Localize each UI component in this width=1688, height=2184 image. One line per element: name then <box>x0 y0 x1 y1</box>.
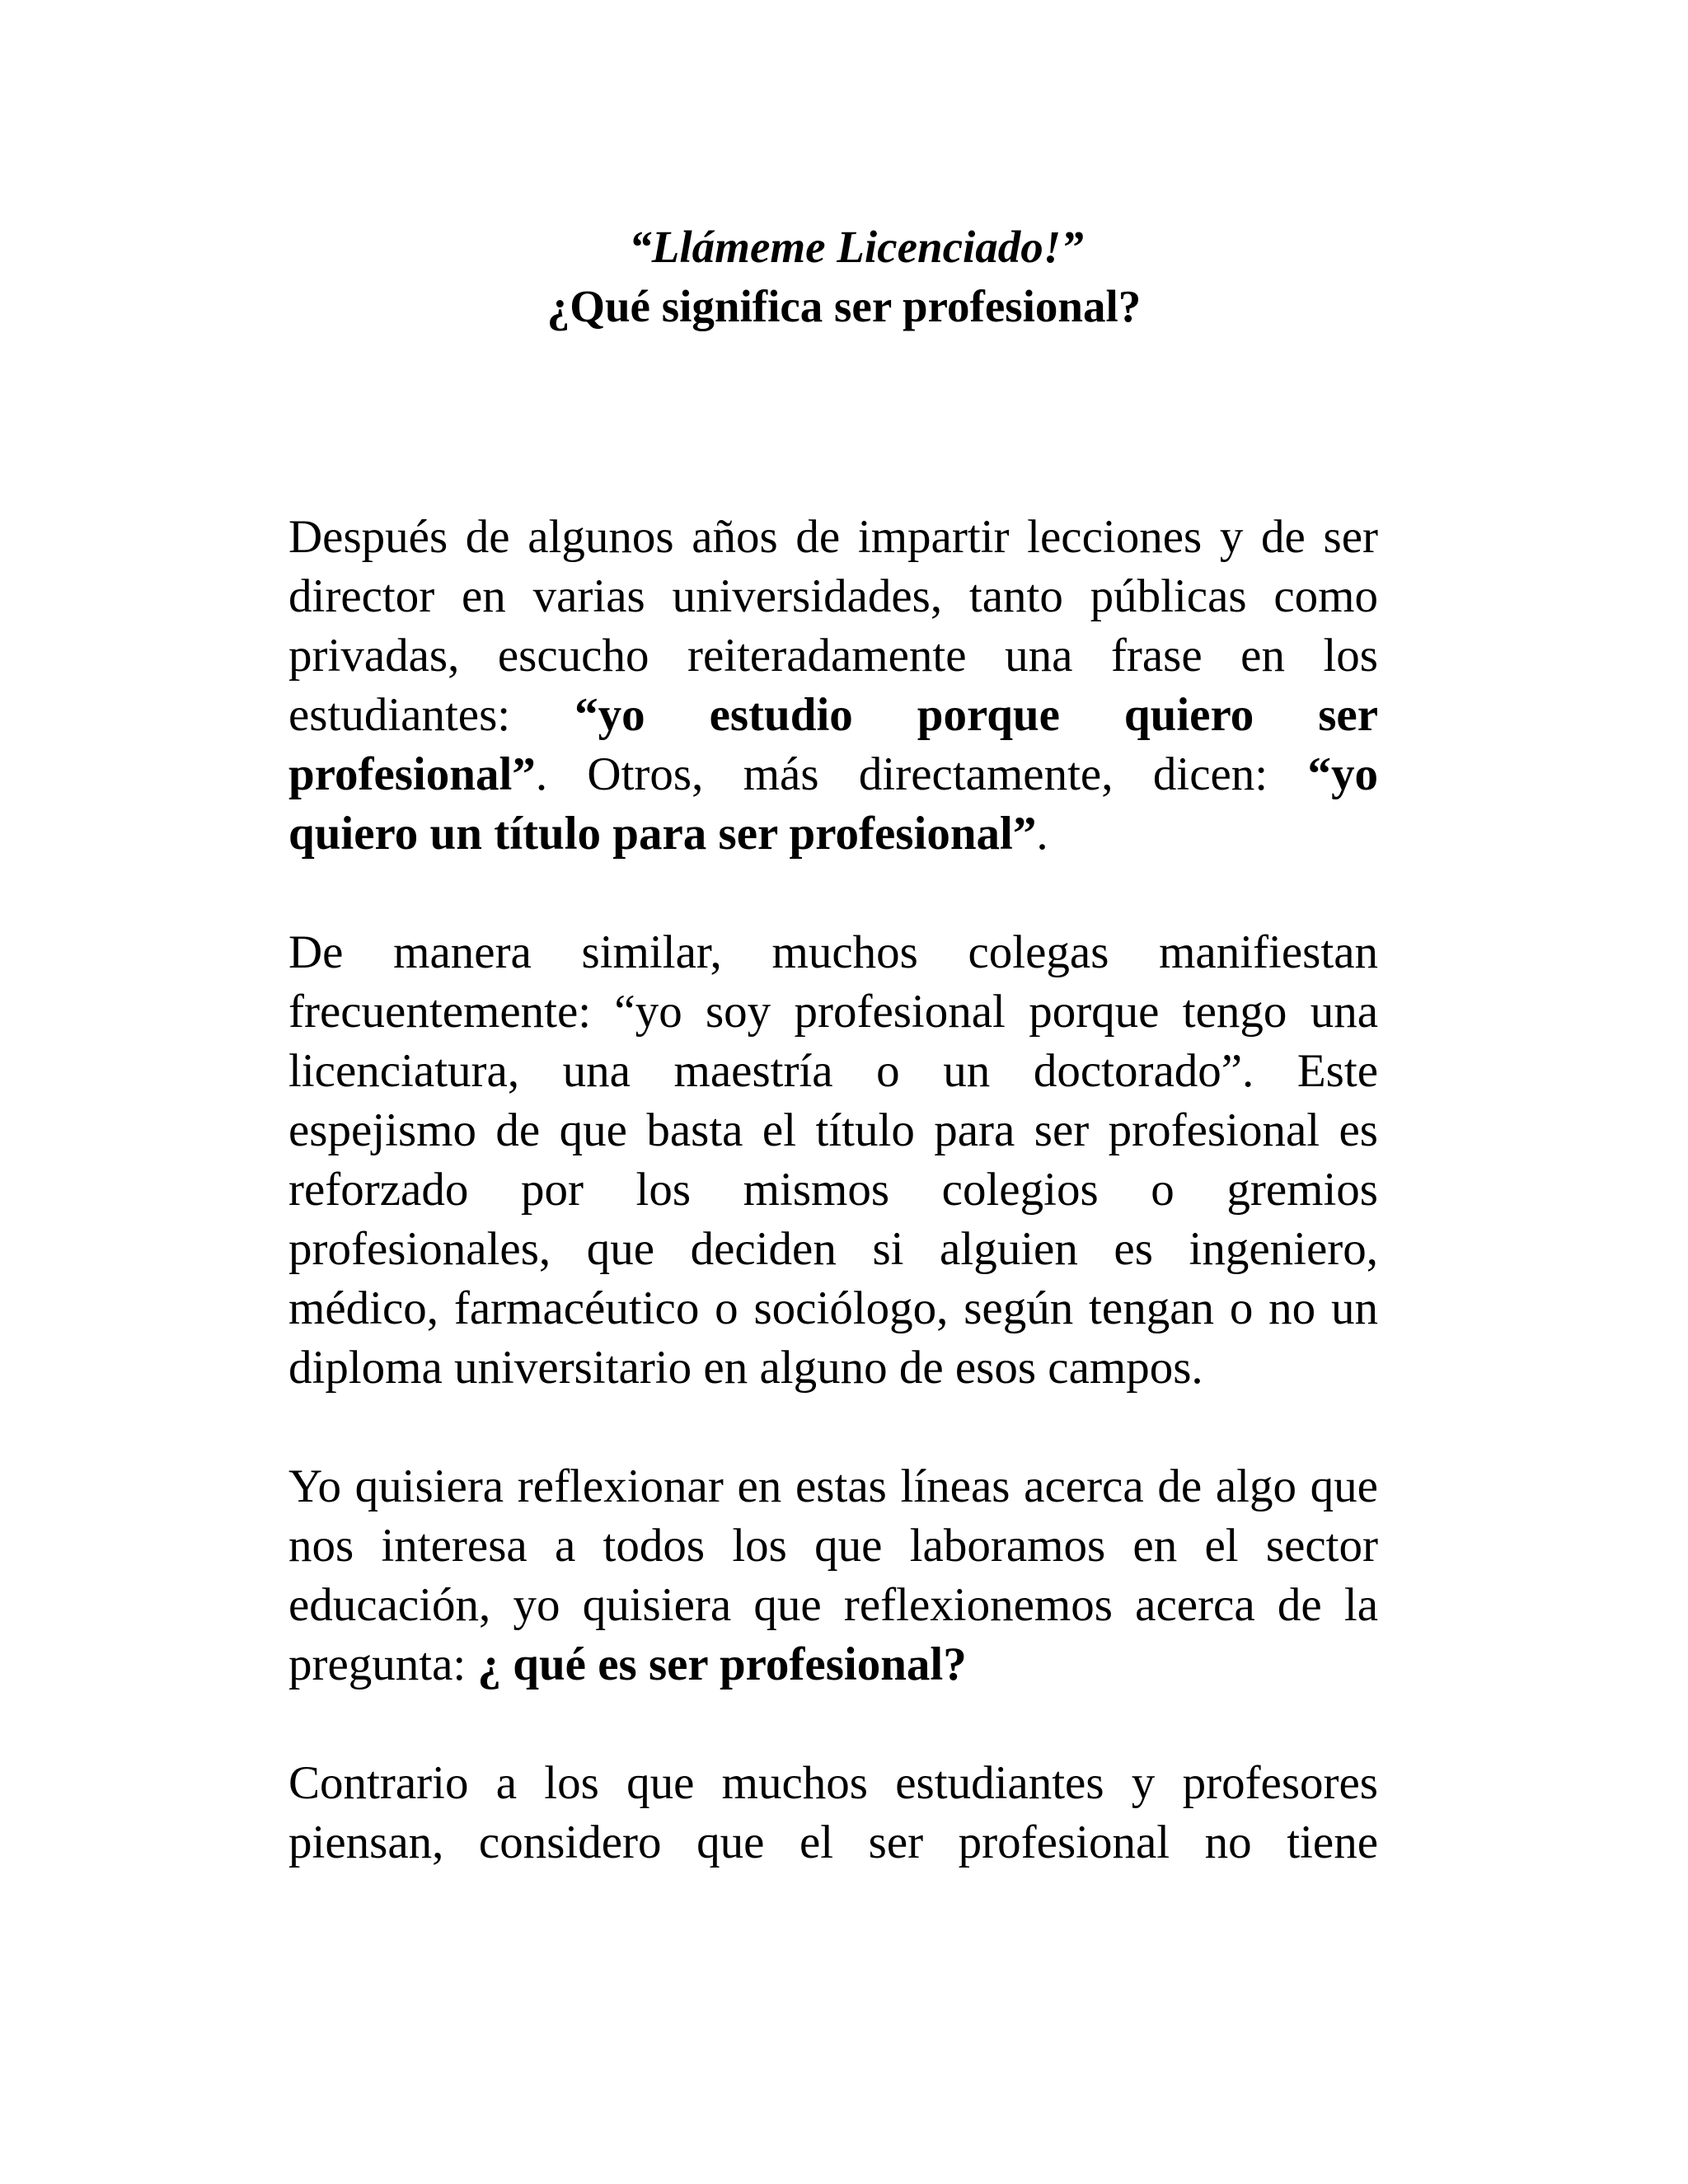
paragraph-4: Contrario a los que muchos estudiantes y profesores piensan, considero que el ser profesional no tiene <box>288 1757 1378 1868</box>
paragraph-1-text-1: Después de algunos años de impartir lecciones y de ser director en varias universidades, tanto públicas como privadas, escucho reiteradamente una frase en los estudiantes: <box>288 511 1378 741</box>
title-block <box>0 218 1688 336</box>
document-title: “Llámeme Licenciado!” <box>629 222 1084 272</box>
paragraph-1 <box>288 508 1378 864</box>
body-text <box>288 508 1378 1872</box>
paragraph-3-text: Yo quisiera reflexionar en estas líneas acerca de algo que nos interesa a todos los que laboramos en el sector educación, yo quisiera que reflexionemos acerca de la pregunta: <box>288 1460 1378 1690</box>
paragraph-1-text-3: . <box>1036 808 1048 860</box>
paragraph-3 <box>288 1457 1378 1694</box>
paragraph-1-text-2: . Otros, más directamente, dicen: <box>535 748 1308 800</box>
paragraph-2: De manera similar, muchos colegas manifiestan frecuentemente: “yo soy profesional porque tengo una licenciatura, una maestría o un doctorado”. Este espejismo de que basta el título para ser profesional es reforzado por los mismos colegios o gremios profesionales, que deciden si alguien es ingeniero, médico, farmacéutico o sociólogo, según tengan o no un diploma universitario en alguno de esos campos. <box>288 926 1378 1394</box>
paragraph-1-quote-2: “yo quiero un título para ser profesional” <box>288 748 1378 860</box>
document-subtitle: ¿Qué significa ser profesional? <box>546 281 1142 331</box>
paragraph-1-quote-1: “yo estudio porque quiero ser profesional” <box>288 689 1378 800</box>
paragraph-3-question: ¿ qué es ser profesional? <box>477 1638 967 1690</box>
